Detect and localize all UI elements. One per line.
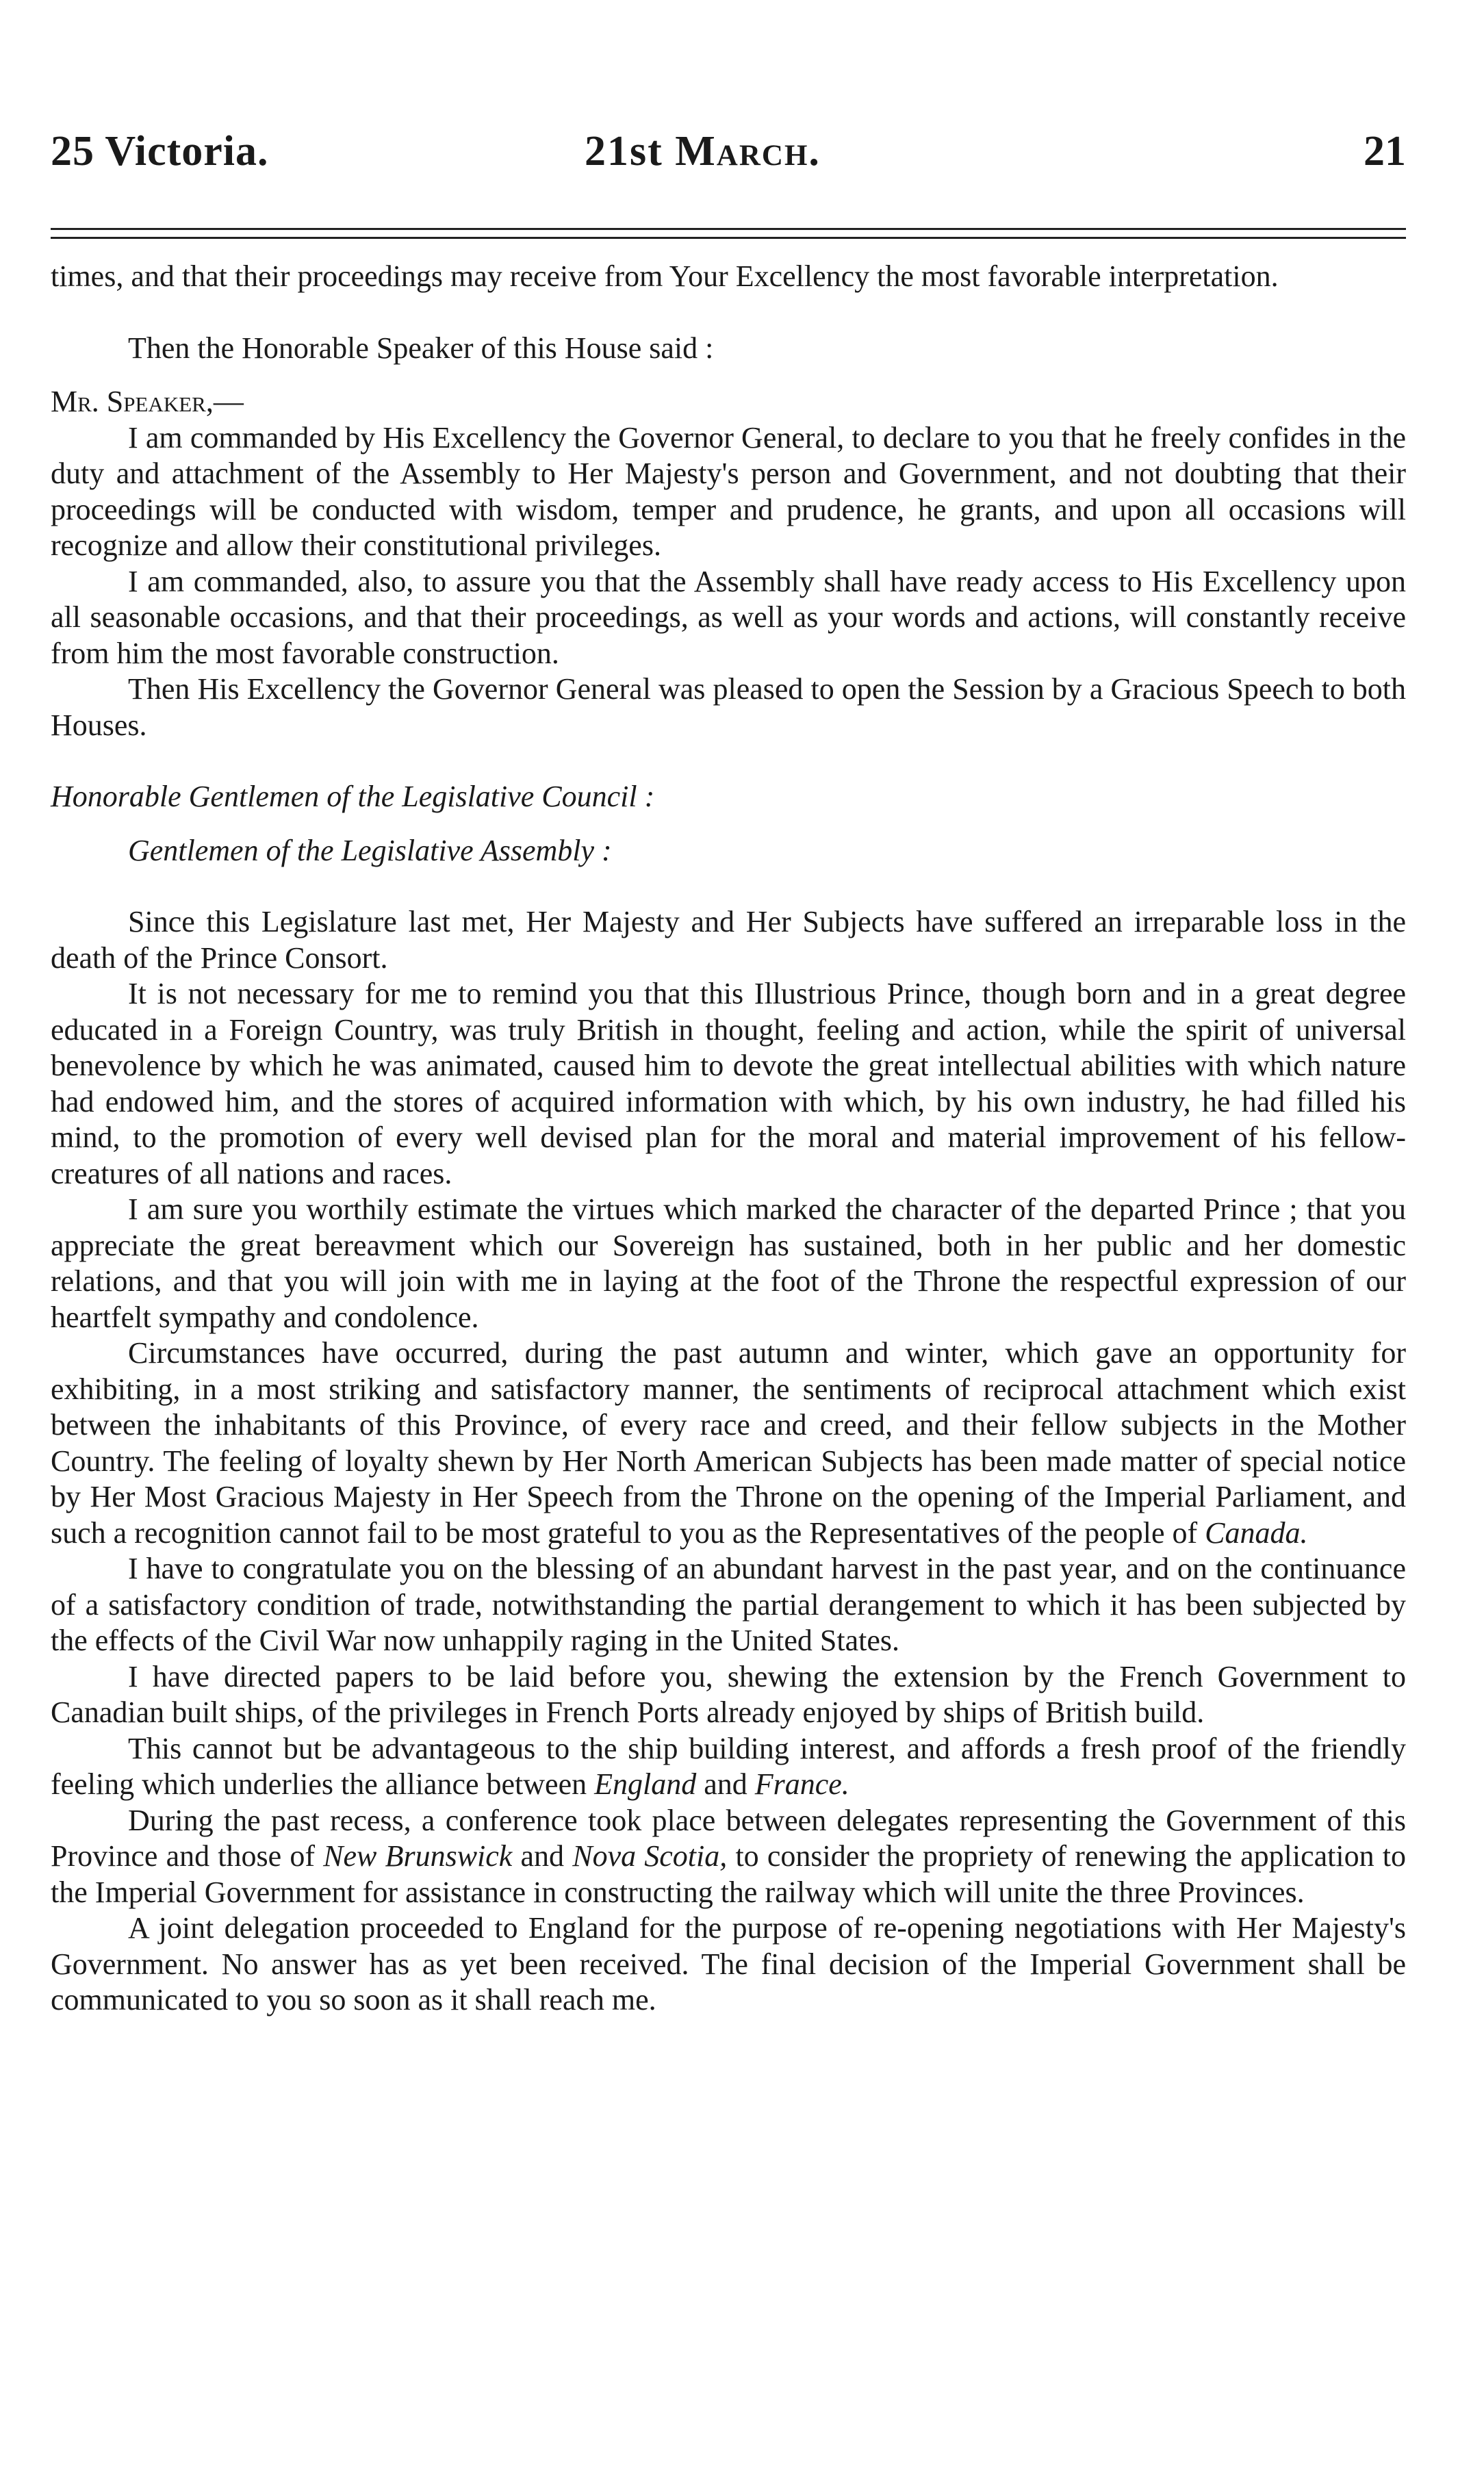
paragraph: I am commanded by His Excellency the Governor General, to declare to you that he freely confides in the duty and attachment of the Assembly to Her Majesty's person and Government, and not doubting that their proceedings will be conducted with wisdom, temper and prudence, he grants, and upon all occasions will recognize and allow their constitutional privileges. <box>51 420 1406 562</box>
paragraph: I have directed papers to be laid before you, shewing the extension by the French Government to Canadian built ships, of the privileges in French Ports already enjoyed by ships of British build. <box>51 1659 1406 1729</box>
paragraph <box>51 1335 1406 1551</box>
paragraph: A joint delegation proceeded to England for the purpose of re-opening negotiations with Her Majesty's Government. No answer has as yet been received. The final decision of the Imperial Government shall be communicated to you so soon as it shall reach me. <box>51 1911 1406 2017</box>
text-run-italic: England <box>594 1767 697 1801</box>
paragraph: It is not necessary for me to remind you that this Illustrious Prince, though born and in a great degree educated in a Foreign Country, was truly British in thought, feeling and action, while the spirit of universal benevolence by which he was animated, caused him to devote the great intellectual abilities with which nature had endowed him, and the stores of acquired information with which, by his own industry, he had filled his mind, to the promotion of every well devised plan for the moral and material improvement of his fellow-creatures of all nations and races. <box>51 977 1406 1190</box>
salutation-speaker: Mr. Speaker,— <box>51 385 244 418</box>
text-run: to consider the propriety of renewing the application to the Imperial Government for assistance in constructing the railway which will unite the three Provinces. <box>51 1839 1407 1909</box>
header-date <box>585 127 821 176</box>
text-run: Circumstances have occurred, during the past autumn and winter, which gave an opportunity for exhibiting, in a most striking and satisfactory manner, the sentiments of reciprocal attachment which exist between the inhabitants of this Province, of every race and creed, and their fellow subjects in the Mother Country. The feeling of loyalty shewn by Her North American Subjects has been made matter of special notice by Her Most Gracious Majesty in Her Speech from the Throne on the opening of the Imperial Parliament, and such a recognition cannot fail to be most grateful to you as the Representatives of the people of <box>51 1336 1406 1550</box>
text-run-italic: France. <box>754 1767 849 1801</box>
text-run: and <box>512 1839 573 1873</box>
paragraph: I am sure you worthily estimate the virtues which marked the character of the departed Prince ; that you appreciate the great bereavment which our Sovereign has sustained, both in her public and her domestic relations, and that you will join with me in laying at the foot of the Throne the respectful expression of our heartfelt sympathy and condolence. <box>51 1192 1406 1334</box>
header-month: March. <box>675 128 821 175</box>
paragraph-speaker-intro: Then the Honorable Speaker of this House said : <box>128 331 714 365</box>
text-run-italic: New Brunswick <box>323 1839 513 1873</box>
address-legislative-council: Honorable Gentlemen of the Legislative Council : <box>51 780 655 813</box>
text-run: This cannot but be advantageous to the ship building interest, and affords a fresh proof of the friendly feeling which underlies the alliance between <box>51 1731 1406 1801</box>
paragraph-continuation: times, and that their proceedings may receive from Your Excellency the most favorable interpretation. <box>51 259 1279 293</box>
text-run: During the past recess, a conference took place between delegates representing the Government of this Province and those of <box>51 1803 1406 1873</box>
body-text <box>51 259 1406 2019</box>
paragraph: Since this Legislature last met, Her Majesty and Her Subjects have suffered an irreparable loss in the death of the Prince Consort. <box>51 905 1406 975</box>
text-run-italic: Canada. <box>1205 1515 1308 1550</box>
paragraph: Then His Excellency the Governor General was pleased to open the Session by a Gracious Speech to both Houses. <box>51 672 1406 742</box>
header-rule-bottom <box>51 237 1406 239</box>
paragraph: I have to congratulate you on the blessing of an abundant harvest in the past year, and on the continuance of a satisfactory condition of trade, notwithstanding the partial derangement to which it has been subjected by the effects of the Civil War now unhappily raging in the United States. <box>51 1552 1406 1657</box>
text-run-italic: Nova Scotia, <box>572 1839 728 1873</box>
paragraph <box>51 1803 1406 1911</box>
address-legislative-assembly: Gentlemen of the Legislative Assembly : <box>128 833 612 867</box>
running-header <box>51 127 1406 189</box>
regnal-year: 25 Victoria. <box>51 128 269 175</box>
text-run: and <box>696 1767 755 1801</box>
header-rule-top <box>51 228 1406 230</box>
paragraph <box>51 1731 1406 1803</box>
paragraph: I am commanded, also, to assure you that the Assembly shall have ready access to His Excellency upon all seasonable occasions, and that their proceedings, as well as your words and actions, will constantly receive from him the most favorable construction. <box>51 564 1406 670</box>
header-day: 21st <box>585 128 663 175</box>
page-number: 21 <box>1364 128 1406 175</box>
